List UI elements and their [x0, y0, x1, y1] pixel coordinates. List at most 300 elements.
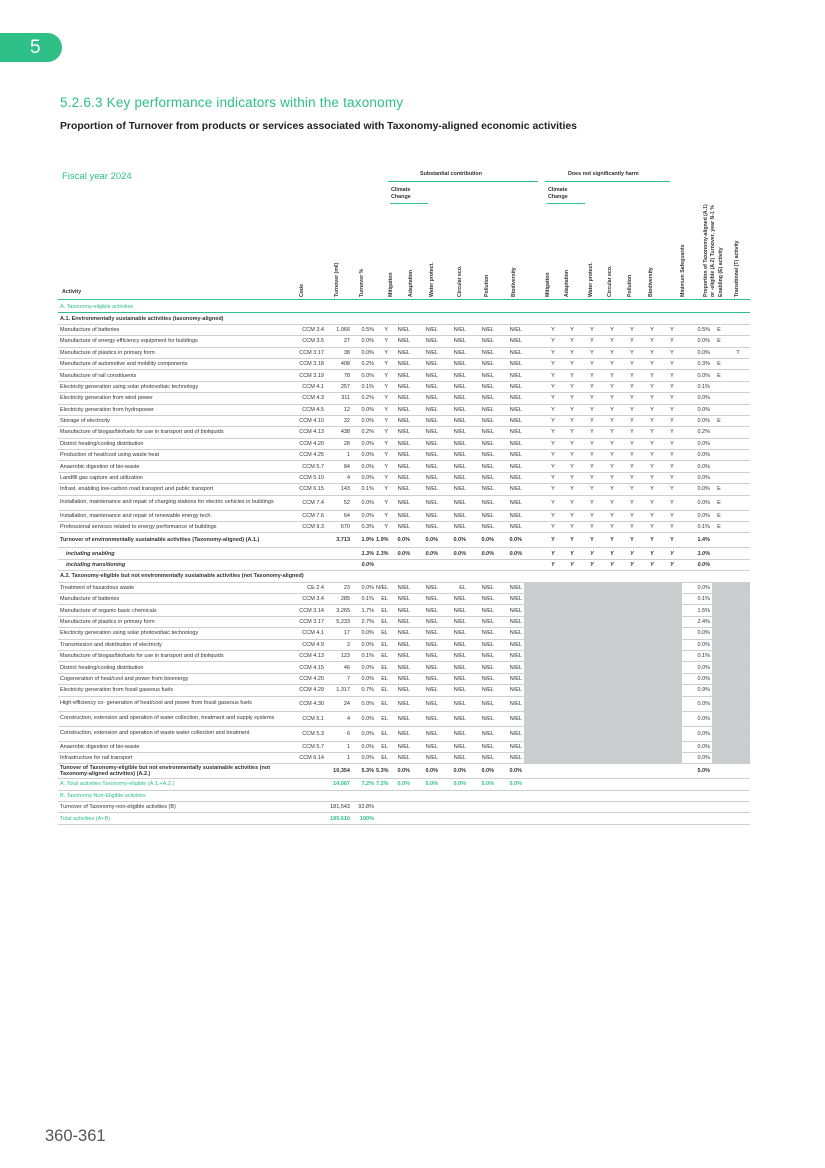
- sc-wat: N/EL: [412, 741, 440, 752]
- table-row: [58, 593, 750, 604]
- table-row: [58, 461, 750, 472]
- activity-name: Manufacture of batteries: [58, 593, 286, 604]
- empty: [286, 548, 326, 559]
- a1-total-sc-bio: 0.0%: [496, 533, 524, 548]
- sc-ada: N/EL: [390, 450, 412, 461]
- turnover-abs: 5,233: [326, 616, 352, 627]
- a1-transitioning-dnsh: Y: [642, 559, 662, 570]
- flags-not-applicable: [712, 673, 750, 684]
- sc-ada: N/EL: [390, 522, 412, 533]
- spacer: [524, 559, 544, 570]
- sc-mit: Y: [376, 510, 390, 521]
- climate-label-sc: Climate: [391, 187, 411, 193]
- sc-pol: N/EL: [468, 726, 496, 741]
- sc-cir: N/EL: [440, 347, 468, 358]
- a1-enabling-sc-ada: 0.0%: [390, 548, 412, 559]
- sc-cir: N/EL: [440, 427, 468, 438]
- dnsh-d2: Y: [562, 427, 582, 438]
- dnsh-d6: Y: [642, 370, 662, 381]
- dnsh-d5: Y: [622, 495, 642, 510]
- dnsh-d6: Y: [642, 522, 662, 533]
- activity-name: Storage of electricity: [58, 415, 286, 426]
- activity-code: CCM 5.10: [286, 472, 326, 483]
- turnover-pct: 0.0%: [352, 461, 376, 472]
- proportion-prev-year: 0.0%: [682, 347, 712, 358]
- a-total-sc-mit: 7.2%: [376, 779, 390, 790]
- activity-name: Transmission and distribution of electricity: [58, 639, 286, 650]
- sc-pol: N/EL: [468, 484, 496, 495]
- activity-name: Treatment of hazardous waste: [58, 582, 286, 593]
- turnover-pct: 0.0%: [352, 336, 376, 347]
- turnover-pct: 0.0%: [352, 347, 376, 358]
- activity-code: CCM 4.20: [286, 673, 326, 684]
- sc-wat: N/EL: [412, 381, 440, 392]
- proportion-prev-year: 0.1%: [682, 650, 712, 661]
- a1-total-abs: 3,713: [326, 533, 352, 548]
- spacer: [524, 450, 544, 461]
- sc-mit: Y: [376, 415, 390, 426]
- dnsh-d5: Y: [622, 427, 642, 438]
- dnsh-d6: Y: [642, 484, 662, 495]
- flags-not-applicable: [712, 711, 750, 726]
- turnover-abs: 84: [326, 461, 352, 472]
- sc-cir: N/EL: [440, 628, 468, 639]
- turnover-pct: 0.5%: [352, 324, 376, 335]
- a2-total-sc-bio: 0.0%: [496, 764, 524, 779]
- dnsh-d4: Y: [602, 393, 622, 404]
- sc-pol: N/EL: [468, 381, 496, 392]
- dnsh-d3: Y: [582, 438, 602, 449]
- turnover-pct: 0.2%: [352, 427, 376, 438]
- proportion-prev-year: 0.0%: [682, 752, 712, 763]
- sc-mit: EL: [376, 662, 390, 673]
- sc-ada: N/EL: [390, 347, 412, 358]
- dnsh-d5: Y: [622, 381, 642, 392]
- dnsh-d1: Y: [544, 347, 562, 358]
- a1-total-dnsh: Y: [582, 533, 602, 548]
- activity-name: Manufacture of plastics in primary form: [58, 347, 286, 358]
- a-total-sc-cir: 0.0%: [440, 779, 468, 790]
- enabling-flag: [712, 450, 726, 461]
- activity-name: Electricity generation using solar photovoltaic technology: [58, 381, 286, 392]
- dnsh-d6: Y: [642, 336, 662, 347]
- spacer: [524, 324, 544, 335]
- activity-code: CCM 4.9: [286, 639, 326, 650]
- a1-enabling-dnsh: Y: [622, 548, 642, 559]
- empty: [286, 779, 326, 790]
- empty: [376, 802, 750, 813]
- turnover-abs: 143: [326, 484, 352, 495]
- dnsh-header: Does not significantly harm: [568, 171, 639, 177]
- spacer: [524, 404, 544, 415]
- min-safeguards: Y: [662, 450, 682, 461]
- sc-bio: N/EL: [496, 711, 524, 726]
- a1-enabling-sc-mit: 1.3%: [376, 548, 390, 559]
- transitional-flag: [726, 495, 750, 510]
- section-a-label: A. Taxonomy-eligible activities: [58, 302, 750, 313]
- table-row: [58, 685, 750, 696]
- proportion-prev-year: 0.0%: [682, 696, 712, 711]
- dnsh-d5: Y: [622, 510, 642, 521]
- a-total-sc-bio: 0.0%: [496, 779, 524, 790]
- transitional-flag: [726, 461, 750, 472]
- enabling-flag: E: [712, 522, 726, 533]
- dnsh-d2: Y: [562, 450, 582, 461]
- sc-mit: EL: [376, 711, 390, 726]
- activity-code: CCM 4.15: [286, 662, 326, 673]
- sc-mit: EL: [376, 605, 390, 616]
- proportion-prev-year: 0.0%: [682, 741, 712, 752]
- turnover-pct: 0.0%: [352, 628, 376, 639]
- a2-total-label: Tunover of Taxonomy-eligible but not environmentally sustainable activities (not Taxonomy-aligned activities) (A.2.): [58, 764, 286, 779]
- sc-bio: N/EL: [496, 393, 524, 404]
- table-row: [58, 605, 750, 616]
- grand-total-row: [58, 813, 750, 824]
- sc-cir: N/EL: [440, 472, 468, 483]
- proportion-prev-year: 0.0%: [682, 628, 712, 639]
- transitional-flag: [726, 438, 750, 449]
- turnover-abs: 7: [326, 673, 352, 684]
- sc-cir: N/EL: [440, 510, 468, 521]
- a1-transitioning-ms: Y: [662, 559, 682, 570]
- dnsh-d4: Y: [602, 450, 622, 461]
- sc-cir: N/EL: [440, 438, 468, 449]
- sc-bio: N/EL: [496, 461, 524, 472]
- spacer: [524, 548, 544, 559]
- sc-mit: EL: [376, 726, 390, 741]
- sc-wat: N/EL: [412, 639, 440, 650]
- spacer: [524, 347, 544, 358]
- turnover-pct: 0.1%: [352, 650, 376, 661]
- sc-mit: Y: [376, 347, 390, 358]
- sc-bio: N/EL: [496, 726, 524, 741]
- change-label-sc: Change: [391, 193, 411, 200]
- turnover-pct: 1.7%: [352, 605, 376, 616]
- enabling-flag: [712, 438, 726, 449]
- sc-biodiversity-column-header: Biodiversity: [511, 267, 517, 297]
- proportion-prev-year: 0.0%: [682, 582, 712, 593]
- table-subtitle: Proportion of Turnover from products or services associated with Taxonomy-aligned economic activities: [60, 121, 577, 132]
- turnover-pct: 0.2%: [352, 358, 376, 369]
- sc-bio: N/EL: [496, 662, 524, 673]
- turnover-pct: 0.0%: [352, 450, 376, 461]
- flags-not-applicable: [712, 616, 750, 627]
- spacer: [524, 522, 544, 533]
- dnsh-d3: Y: [582, 324, 602, 335]
- min-safeguards: Y: [662, 358, 682, 369]
- page-number: 360-361: [45, 1127, 106, 1145]
- dnsh-not-applicable: [524, 711, 682, 726]
- proportion-prev-year: 0.0%: [682, 726, 712, 741]
- sc-cir: N/EL: [440, 639, 468, 650]
- turnover-abs: 285: [326, 593, 352, 604]
- dnsh-d2: Y: [562, 370, 582, 381]
- activity-name: District heating/cooling distribution: [58, 662, 286, 673]
- transitional-flag: [726, 370, 750, 381]
- empty: [286, 802, 326, 813]
- dnsh-d3: Y: [582, 393, 602, 404]
- dnsh-d1: Y: [544, 472, 562, 483]
- flags-not-applicable: [712, 726, 750, 741]
- a1-transitioning-prop: 0.0%: [682, 559, 712, 570]
- empty: [524, 779, 750, 790]
- a2-total-sc-ada: 0.0%: [390, 764, 412, 779]
- sc-wat: N/EL: [412, 484, 440, 495]
- sc-wat: N/EL: [412, 472, 440, 483]
- transitional-flag: [726, 510, 750, 521]
- flags-not-applicable: [712, 662, 750, 673]
- enabling-flag: [712, 381, 726, 392]
- dnsh-d4: Y: [602, 370, 622, 381]
- turnover-pct: 0.3%: [352, 522, 376, 533]
- sc-cir: N/EL: [440, 484, 468, 495]
- dnsh-d4: Y: [602, 358, 622, 369]
- sc-wat: N/EL: [412, 427, 440, 438]
- sc-circular-column-header: Circular eco.: [457, 265, 463, 297]
- activity-name: Manufacture of biogas/biofuels for use in transport and of bioliquids: [58, 427, 286, 438]
- sc-ada: N/EL: [390, 495, 412, 510]
- section-row-b: [58, 790, 750, 801]
- sc-cir: N/EL: [440, 522, 468, 533]
- dnsh-d3: Y: [582, 510, 602, 521]
- activity-code: CCM 6.15: [286, 484, 326, 495]
- activity-code: CCM 4.5: [286, 404, 326, 415]
- sc-wat: N/EL: [412, 393, 440, 404]
- dnsh-d2: Y: [562, 472, 582, 483]
- transitional-flag: [726, 484, 750, 495]
- spacer: [524, 461, 544, 472]
- proportion-prev-year: 1.5%: [682, 605, 712, 616]
- turnover-abs: 64: [326, 510, 352, 521]
- a1-transitioning-row: [58, 559, 750, 570]
- sc-wat: N/EL: [412, 347, 440, 358]
- min-safeguards: Y: [662, 415, 682, 426]
- transitional-flag: T: [726, 347, 750, 358]
- table-row: [58, 472, 750, 483]
- min-safeguards: Y: [662, 347, 682, 358]
- a1-enabling-row: [58, 548, 750, 559]
- turnover-pct-column-header: Turnover %: [359, 268, 365, 297]
- sc-wat: N/EL: [412, 510, 440, 521]
- empty: [468, 559, 496, 570]
- dnsh-d4: Y: [602, 347, 622, 358]
- dnsh-pollution-column-header: Pollution: [627, 274, 633, 297]
- activity-name: Electricity generation from wind power: [58, 393, 286, 404]
- code-column-header: Code: [299, 284, 305, 297]
- sc-bio: N/EL: [496, 495, 524, 510]
- turnover-pct: 0.0%: [352, 495, 376, 510]
- activity-name: Anaerobic digestion of bio-waste: [58, 461, 286, 472]
- sc-wat: N/EL: [412, 404, 440, 415]
- min-safeguards: Y: [662, 324, 682, 335]
- a1-transitioning-dnsh: Y: [602, 559, 622, 570]
- proportion-prev-year: 0.0%: [682, 673, 712, 684]
- dnsh-d5: Y: [622, 404, 642, 415]
- turnover-pct: 0.0%: [352, 370, 376, 381]
- activity-code: CCM 3.4: [286, 324, 326, 335]
- dnsh-not-applicable: [524, 605, 682, 616]
- grand-total-pct: 100%: [352, 813, 376, 824]
- sc-pol: N/EL: [468, 522, 496, 533]
- min-safeguards: Y: [662, 404, 682, 415]
- b-abs: 181,543: [326, 802, 352, 813]
- dnsh-biodiversity-column-header: Biodiversity: [648, 267, 654, 297]
- min-safeguards: Y: [662, 522, 682, 533]
- a1-transitioning-dnsh: Y: [544, 559, 562, 570]
- sc-bio: N/EL: [496, 605, 524, 616]
- sc-ada: N/EL: [390, 628, 412, 639]
- table-row: [58, 381, 750, 392]
- spacer: [524, 393, 544, 404]
- sc-wat: N/EL: [412, 438, 440, 449]
- min-safeguards: Y: [662, 495, 682, 510]
- enabling-flag: E: [712, 358, 726, 369]
- spacer: [524, 336, 544, 347]
- a1-total-dnsh: Y: [622, 533, 642, 548]
- sc-pol: N/EL: [468, 415, 496, 426]
- activity-code: CCM 4.1: [286, 628, 326, 639]
- sc-bio: N/EL: [496, 639, 524, 650]
- dnsh-d2: Y: [562, 381, 582, 392]
- sc-pol: N/EL: [468, 450, 496, 461]
- dnsh-not-applicable: [524, 685, 682, 696]
- dnsh-d2: Y: [562, 495, 582, 510]
- dnsh-d6: Y: [642, 358, 662, 369]
- min-safeguards: Y: [662, 472, 682, 483]
- spacer: [524, 358, 544, 369]
- dnsh-d3: Y: [582, 381, 602, 392]
- turnover-pct: 0.0%: [352, 582, 376, 593]
- activity-code: CCM 4.3: [286, 393, 326, 404]
- activity-code: CCM 9.3: [286, 522, 326, 533]
- sc-mit: Y: [376, 370, 390, 381]
- sc-ada: N/EL: [390, 393, 412, 404]
- sc-mit: Y: [376, 404, 390, 415]
- activity-name: Professional services related to energy performance of buildings: [58, 522, 286, 533]
- sc-wat: N/EL: [412, 726, 440, 741]
- turnover-pct: 0.1%: [352, 593, 376, 604]
- sc-cir: N/EL: [440, 370, 468, 381]
- turnover-abs: 3,265: [326, 605, 352, 616]
- turnover-pct: 0.0%: [352, 741, 376, 752]
- empty: [286, 764, 326, 779]
- sc-pol: N/EL: [468, 628, 496, 639]
- sc-adaptation-column-header: Adaptation: [408, 269, 414, 297]
- a1-total-sc-ada: 0.0%: [390, 533, 412, 548]
- a1-total-dnsh: Y: [562, 533, 582, 548]
- enabling-flag: E: [712, 484, 726, 495]
- sc-wat: N/EL: [412, 673, 440, 684]
- a1-total-sc-pol: 0.0%: [468, 533, 496, 548]
- proportion-prev-year: 0.0%: [682, 472, 712, 483]
- proportion-prev-year: 0.0%: [682, 450, 712, 461]
- table-row: [58, 427, 750, 438]
- dnsh-d2: Y: [562, 522, 582, 533]
- dnsh-d4: Y: [602, 472, 622, 483]
- a1-total-sc-mit: 1.9%: [376, 533, 390, 548]
- empty: [390, 559, 412, 570]
- dnsh-d4: Y: [602, 381, 622, 392]
- turnover-pct: 0.0%: [352, 639, 376, 650]
- sc-ada: N/EL: [390, 484, 412, 495]
- sc-cir: N/EL: [440, 324, 468, 335]
- sc-mit: N/EL: [376, 582, 390, 593]
- dnsh-d4: Y: [602, 324, 622, 335]
- empty: [286, 559, 326, 570]
- empty: [440, 559, 468, 570]
- sc-bio: N/EL: [496, 582, 524, 593]
- sc-bio: N/EL: [496, 472, 524, 483]
- enabling-flag: E: [712, 495, 726, 510]
- activity-column-header: Activity: [62, 289, 82, 295]
- empty: [726, 548, 750, 559]
- sc-wat: N/EL: [412, 336, 440, 347]
- dnsh-adaptation-column-header: Adaptation: [564, 269, 570, 297]
- dnsh-d5: Y: [622, 324, 642, 335]
- sc-cir: N/EL: [440, 381, 468, 392]
- proportion-prev-year: 0.2%: [682, 427, 712, 438]
- sc-mit: Y: [376, 324, 390, 335]
- dnsh-d5: Y: [622, 522, 642, 533]
- dnsh-rule: [545, 181, 670, 182]
- sc-pol: N/EL: [468, 324, 496, 335]
- dnsh-d3: Y: [582, 336, 602, 347]
- sc-ada: N/EL: [390, 726, 412, 741]
- turnover-abs: 257: [326, 381, 352, 392]
- sc-cir: N/EL: [440, 593, 468, 604]
- a1-total-row: [58, 533, 750, 548]
- dnsh-d2: Y: [562, 404, 582, 415]
- dnsh-d3: Y: [582, 415, 602, 426]
- sc-ada: N/EL: [390, 650, 412, 661]
- sc-ada: N/EL: [390, 472, 412, 483]
- a2-total-abs: 10,354: [326, 764, 352, 779]
- sc-pol: N/EL: [468, 370, 496, 381]
- a1-enabling-dnsh: Y: [544, 548, 562, 559]
- sc-cir: N/EL: [440, 336, 468, 347]
- activity-name: Manufacture of organic basic chemicals: [58, 605, 286, 616]
- section-b-label: B. Taxonomy-Non-Eligible activities: [58, 790, 750, 801]
- taxonomy-turnover-table: [58, 302, 750, 825]
- a-total-row: [58, 779, 750, 790]
- table-row: [58, 662, 750, 673]
- dnsh-d4: Y: [602, 336, 622, 347]
- sc-cir: N/EL: [440, 358, 468, 369]
- activity-name: Manufacture of automotive and mobility components: [58, 358, 286, 369]
- dnsh-d5: Y: [622, 461, 642, 472]
- sc-wat: N/EL: [412, 582, 440, 593]
- activity-code: CCM 5.1: [286, 711, 326, 726]
- dnsh-d5: Y: [622, 438, 642, 449]
- a1-enabling-dnsh: Y: [562, 548, 582, 559]
- sc-bio: N/EL: [496, 673, 524, 684]
- proportion-prev-year: 0.5%: [682, 324, 712, 335]
- dnsh-not-applicable: [524, 741, 682, 752]
- activity-code: CCM 3.14: [286, 605, 326, 616]
- sc-ada: N/EL: [390, 616, 412, 627]
- sc-bio: N/EL: [496, 752, 524, 763]
- dnsh-not-applicable: [524, 662, 682, 673]
- proportion-prev-year: 0.0%: [682, 510, 712, 521]
- activity-code: CCM 3.19: [286, 370, 326, 381]
- dnsh-d2: Y: [562, 415, 582, 426]
- sc-pol: N/EL: [468, 347, 496, 358]
- proportion-prev-year: 0.0%: [682, 484, 712, 495]
- proportion-prev-year: 0.9%: [682, 685, 712, 696]
- turnover-abs: 670: [326, 522, 352, 533]
- activity-code: CCM 7.6: [286, 510, 326, 521]
- dnsh-d2: Y: [562, 347, 582, 358]
